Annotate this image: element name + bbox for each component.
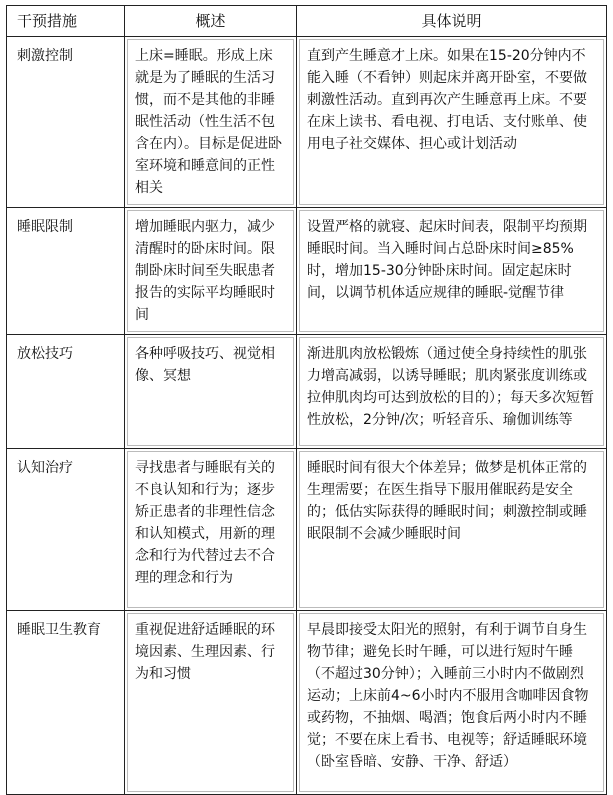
row-detail: 早晨即接受太阳光的照射，有利于调节自身生物节律；避免长时午睡，可以进行短时午睡（不超过30分钟）；入睡前三小时内不做剧烈运动；上床前4~6小时内不服用含咖啡因食物或药物，不抽烟、喝酒；饱食后两小时内不睡觉；不要在床上看书、电视等；舒适睡眠环境（卧室昏暗、安静、干净、舒适） (307, 622, 589, 770)
table-row (7, 449, 607, 611)
row-name: 睡眠卫生教育 (7, 611, 125, 795)
row-name: 认知治疗 (7, 449, 125, 611)
header-detail: 具体说明 (297, 6, 607, 37)
intervention-table (6, 5, 607, 795)
row-overview: 上床=睡眠。形成上床就是为了睡眠的生活习惯，而不是其他的非睡眠性活动（性生活不包含在内）。目标是促进卧室环境和睡意间的正性相关 (135, 48, 282, 196)
row-name: 刺激控制 (7, 37, 125, 208)
row-overview: 增加睡眠内驱力，减少清醒时的卧床时间。限制卧床时间至失眠患者报告的实际平均睡眠时间 (135, 219, 275, 323)
row-overview: 重视促进舒适睡眠的环境因素、生理因素、行为和习惯 (135, 622, 275, 682)
row-name: 睡眠限制 (7, 208, 125, 335)
table-header-row (7, 6, 607, 37)
row-detail: 睡眠时间有很大个体差异；做梦是机体正常的生理需要；在医生指导下服用催眠药是安全的；低估实际获得的睡眠时间；刺激控制或睡眠限制不会减少睡眠时间 (307, 460, 587, 542)
header-intervention: 干预措施 (7, 6, 125, 37)
table-row (7, 335, 607, 449)
row-detail: 渐进肌肉放松锻炼（通过使全身持续性的肌张力增高减弱，以诱导睡眠；肌肉紧张度训练或拉伸肌肉均可达到放松的目的）；每天多次短暂性放松，2分钟/次；听轻音乐、瑜伽训练等 (307, 346, 594, 428)
header-overview: 概述 (125, 6, 297, 37)
table-row (7, 611, 607, 795)
row-overview: 各种呼吸技巧、视觉相像、冥想 (135, 346, 275, 384)
row-detail: 设置严格的就寝、起床时间表，限制平均预期睡眠时间。当入睡时间占总卧床时间≥85%时，增加15-30分钟卧床时间。固定起床时间，以调节机体适应规律的睡眠-觉醒节律 (307, 219, 587, 301)
row-detail: 直到产生睡意才上床。如果在15-20分钟内不能入睡（不看钟）则起床并离开卧室，不要做刺激性活动。直到再次产生睡意再上床。不要在床上读书、看电视、打电话、支付账单、使用电子社交媒体、担心或计划活动 (307, 48, 587, 152)
row-overview: 寻找患者与睡眠有关的不良认知和行为；逐步矫正患者的非理性信念和认知模式，用新的理念和行为代替过去不合理的理念和行为 (135, 460, 275, 586)
row-name: 放松技巧 (7, 335, 125, 449)
table-row (7, 208, 607, 335)
table-row (7, 37, 607, 208)
